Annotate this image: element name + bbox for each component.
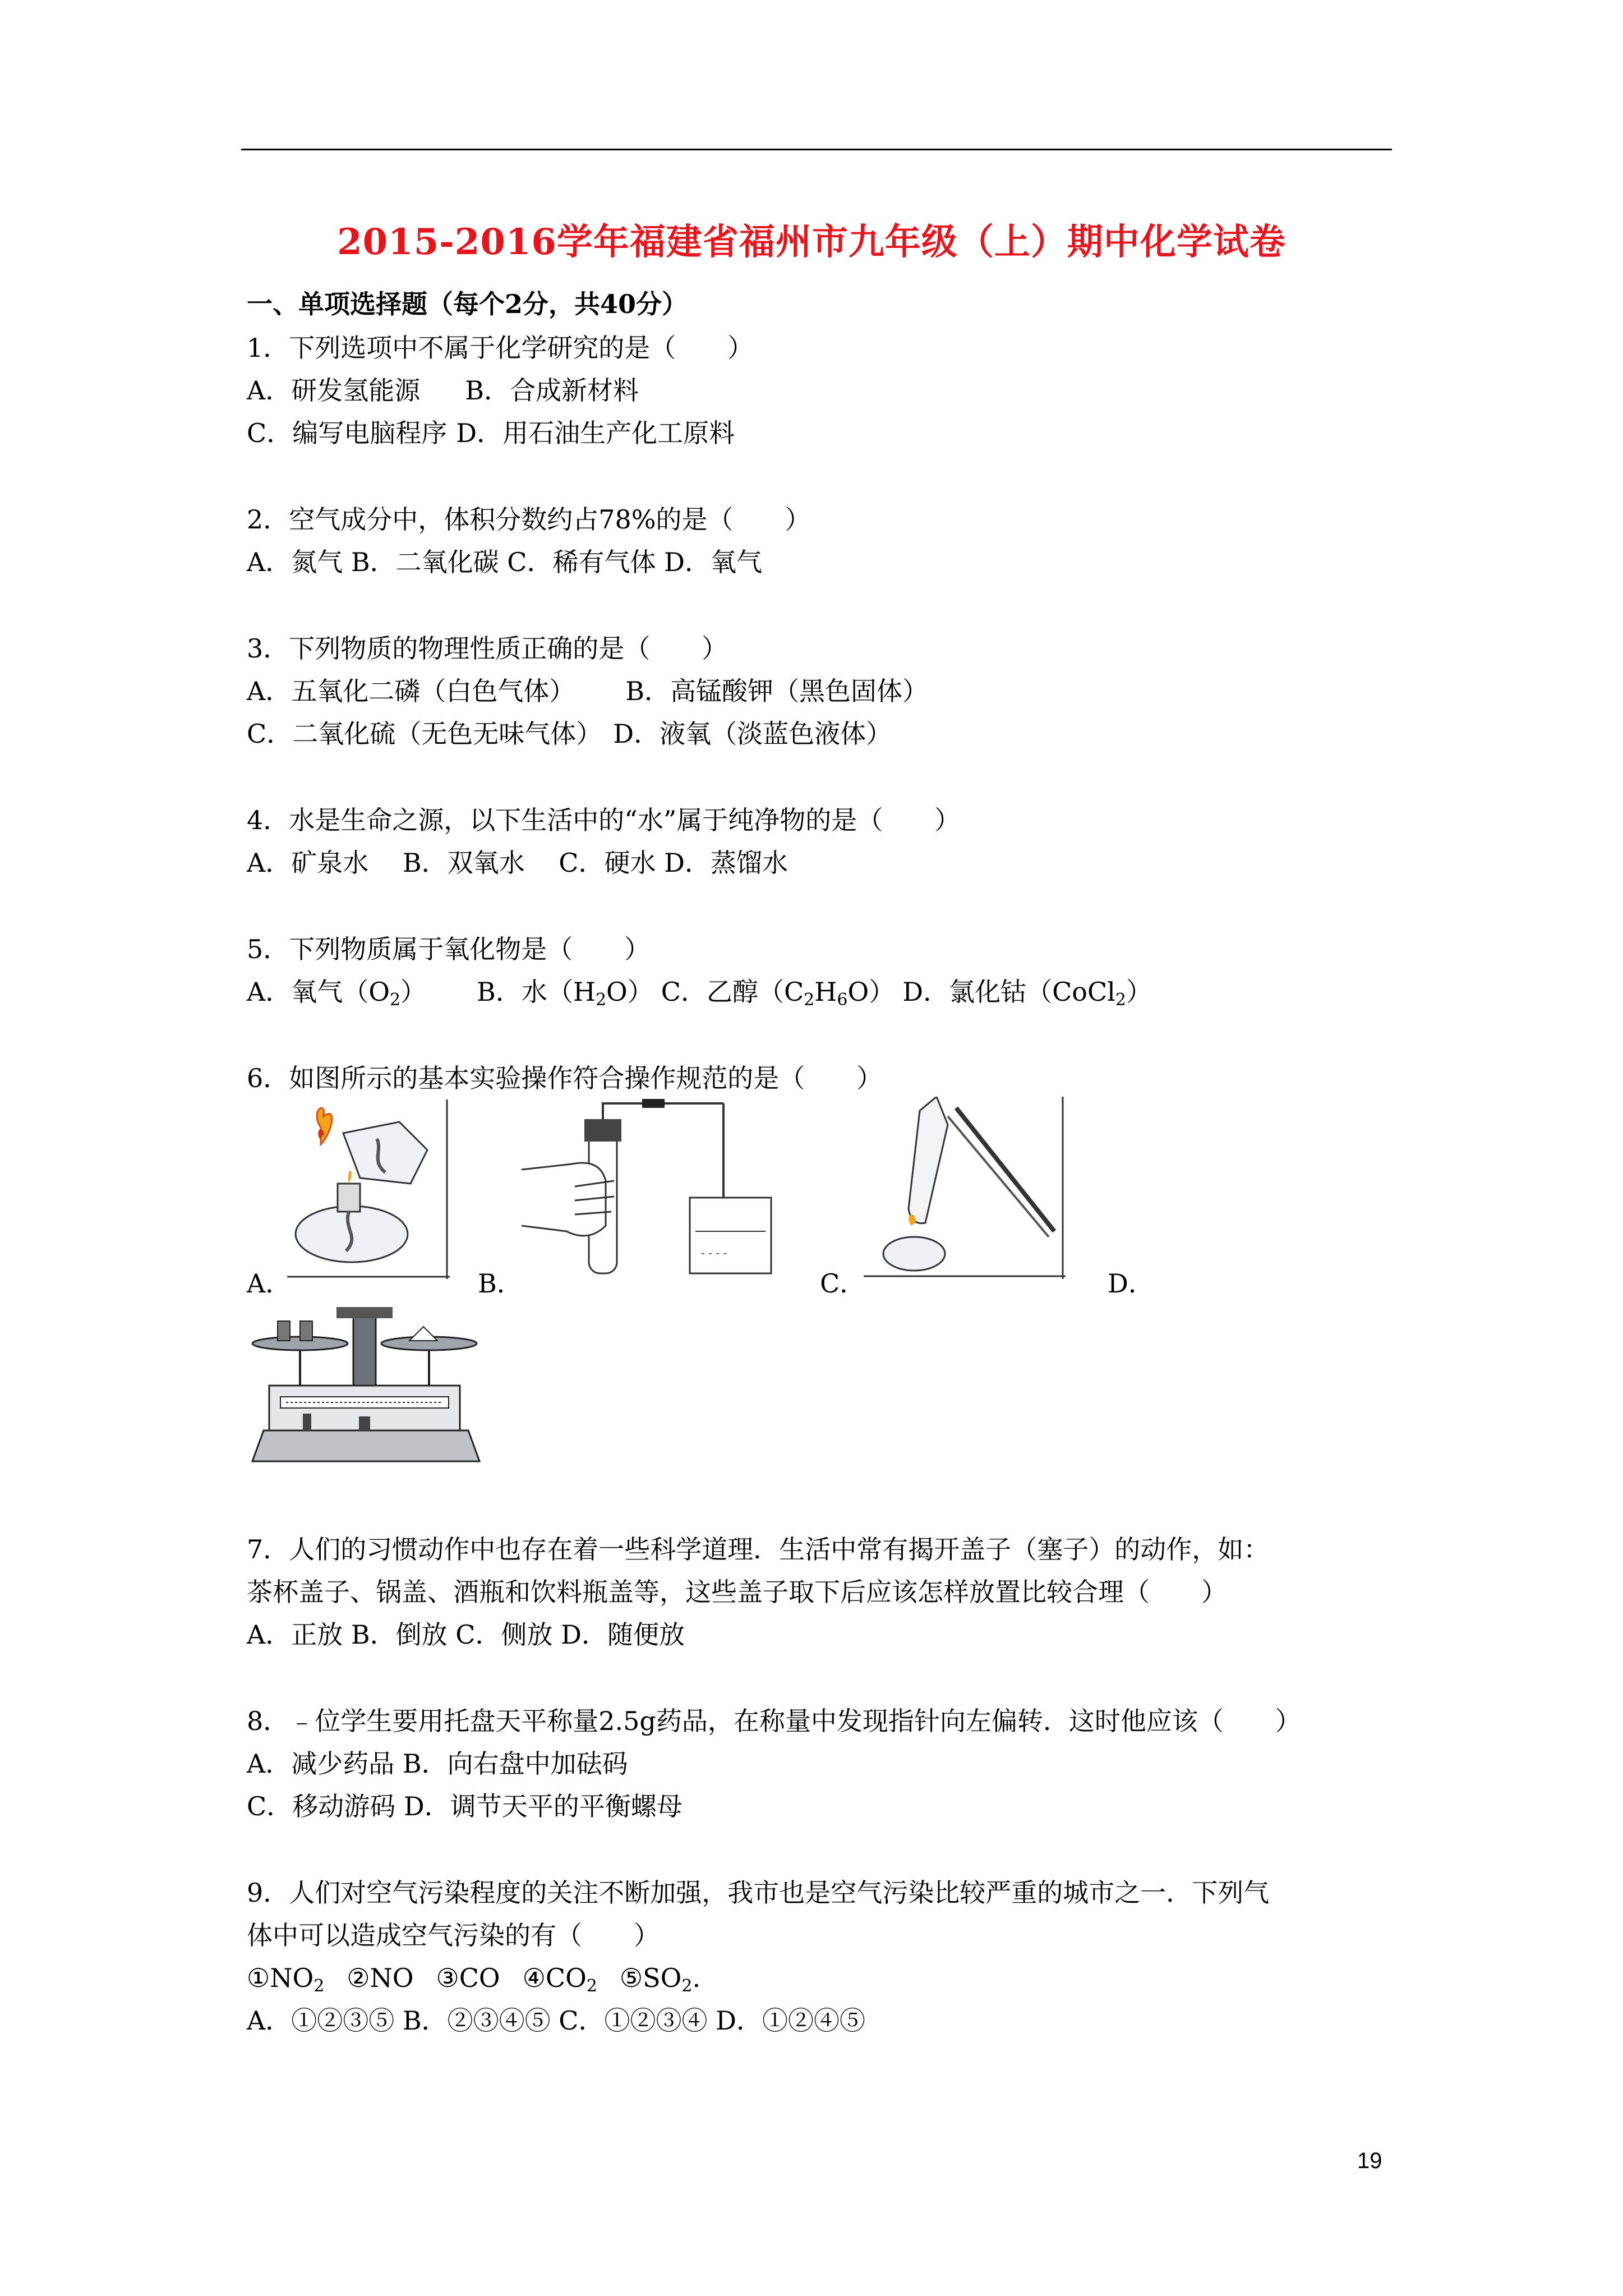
gas-1: ①NO <box>247 1963 314 1993</box>
question-9-stem-line-2: 体中可以造成空气污染的有（ ） <box>247 1920 660 1950</box>
option-a-text: A．氧气（O <box>247 977 390 1007</box>
question-8-stem: 8．﹣位学生要用托盘天平称量2.5g药品，在称量中发现指针向左偏转．这时他应该（ ） <box>247 1706 1301 1736</box>
question-3-options-ab <box>247 674 928 708</box>
option-c: C．二氧化硫（无色无味气体） <box>247 719 602 749</box>
page-title: 2015-2016学年福建省福州市九年级（上）期中化学试卷 <box>337 221 1286 263</box>
figure-c-heating-test-tube <box>864 1097 1066 1279</box>
question-8-options-ab: A．减少药品 B．向右盘中加砝码 <box>247 1749 628 1779</box>
option-d: D．用石油生产化工原料 <box>456 418 735 448</box>
svg-text:- - - -: - - - - <box>701 1246 727 1259</box>
question-1-options-ab <box>247 374 639 407</box>
figure-c-label: C． <box>820 1268 866 1299</box>
option-d-text: D．氯化钴（CoCl <box>902 977 1115 1007</box>
option-a-end: ） <box>400 977 427 1007</box>
option-a: A．五氧化二磷（白色气体） <box>247 676 575 706</box>
gas-5-end: . <box>692 1963 701 1993</box>
option-b: B．合成新材料 <box>465 375 639 406</box>
option-c: C．编写电脑程序 <box>247 418 448 448</box>
question-1-options-cd <box>247 416 735 450</box>
question-8-options-cd: C．移动游码 D．调节天平的平衡螺母 <box>247 1791 683 1821</box>
option-a: A．研发氢能源 <box>247 375 421 406</box>
question-9-options: A．①②③⑤ B．②③④⑤ C．①②③④ D．①②④⑤ <box>247 2005 865 2036</box>
option-b-text: B．水（H <box>477 977 596 1007</box>
option-c-end: O） <box>847 977 895 1007</box>
question-9-gases <box>247 1961 700 2003</box>
question-7-options: A．正放 B．倒放 C．侧放 D．随便放 <box>247 1619 685 1650</box>
gas-3: ③CO <box>436 1963 500 1993</box>
figure-a-label: A． <box>247 1268 292 1299</box>
option-b: B．高锰酸钾（黑色固体） <box>625 676 929 706</box>
question-4-options: A．矿泉水 B．双氧水 C．硬水 D．蒸馏水 <box>247 848 788 878</box>
gas-4: ④CO <box>522 1963 587 1993</box>
question-6-stem: 6．如图所示的基本实验操作符合操作规范的是（ ） <box>247 1063 883 1093</box>
subscript: 2 <box>681 1976 693 1996</box>
option-d: D．液氧（淡蓝色液体） <box>613 719 892 749</box>
question-7-stem-line-1: 7．人们的习惯动作中也存在着一些科学道理．生活中常有揭开盖子（塞子）的动作，如： <box>247 1534 1270 1565</box>
subscript: 6 <box>837 990 848 1010</box>
question-7-stem-line-2: 茶杯盖子、锅盖、酒瓶和饮料瓶盖等，这些盖子取下后应该怎样放置比较合理（ ） <box>247 1577 1227 1607</box>
option-d-end: ） <box>1126 977 1152 1007</box>
question-9-stem-line-1: 9．人们对空气污染程度的关注不断加强，我市也是空气污染比较严重的城市之一．下列气 <box>247 1878 1270 1908</box>
question-5-stem: 5．下列物质属于氧化物是（ ） <box>247 934 651 964</box>
question-4-stem: 4．水是生命之源，以下生活中的“水”属于纯净物的是（ ） <box>247 805 961 835</box>
question-3-stem: 3．下列物质的物理性质正确的是（ ） <box>247 633 728 664</box>
question-5-options <box>247 975 1152 1017</box>
figure-b-airtightness-check <box>522 1097 780 1279</box>
gas-5: ⑤SO <box>619 1963 682 1993</box>
option-b-end: O） <box>606 977 653 1007</box>
page-number: 19 <box>1357 2148 1382 2173</box>
figure-a-alcohol-lamp <box>287 1099 450 1279</box>
question-2-stem: 2．空气成分中，体积分数约占78%的是（ ） <box>247 504 811 535</box>
subscript: 2 <box>1115 990 1126 1010</box>
figure-d-label: D． <box>1108 1268 1154 1299</box>
option-c-mid: H <box>814 977 837 1007</box>
section-heading: 一、单项选择题（每个2分，共40分） <box>247 289 688 319</box>
subscript: 2 <box>586 1976 597 1996</box>
header-rule <box>241 149 1392 150</box>
subscript: 2 <box>313 1976 325 1996</box>
option-c-text: C．乙醇（C <box>661 977 804 1007</box>
figure-b-label: B． <box>478 1268 523 1299</box>
question-3-options-cd <box>247 717 892 751</box>
figure-d-balance <box>247 1301 482 1464</box>
subscript: 2 <box>804 990 815 1010</box>
question-1-stem: 1．下列选项中不属于化学研究的是（ ） <box>247 333 754 363</box>
gas-2: ②NO <box>347 1963 414 1993</box>
question-2-options: A．氮气 B．二氧化碳 C．稀有气体 D．氧气 <box>247 547 762 577</box>
subscript: 2 <box>389 990 401 1010</box>
subscript: 2 <box>595 990 607 1010</box>
